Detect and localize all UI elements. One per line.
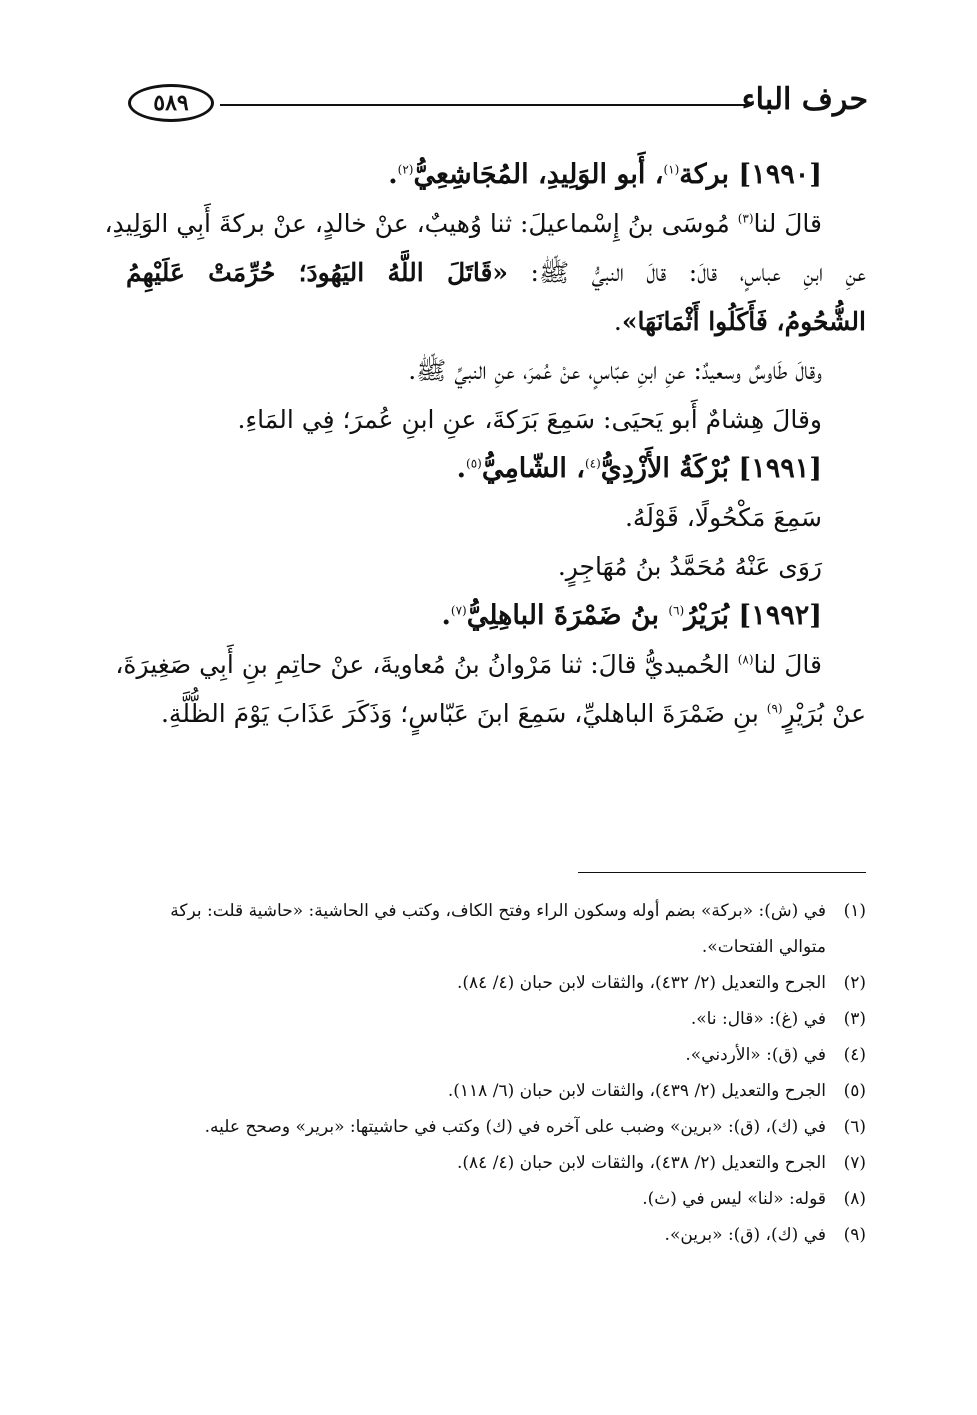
footnote-text: في (ك)، (ق): «برين» وضبب على آخره في (ك) وكتب في حاشيتها: «برير» وصحح عليه. <box>204 1117 826 1137</box>
text-run: وقالَ هِشامٌ أَبو يَحيَى: سَمِعَ بَرَكةَ، عنِ ابنِ عُمرَ؛ فِي المَاءِ. <box>237 405 822 434</box>
chapter-title: حرف الباء <box>741 82 868 117</box>
entry-1992-heading <box>126 591 866 640</box>
header-rule <box>220 104 752 106</box>
footnote-number: (١) <box>843 901 866 921</box>
text-run: [١٩٩١] بُرْكَةُ الأَزْدِيُّ <box>600 453 822 484</box>
text-run: الشُّحُومُ، فَأَكَلُوا أَثْمَانَهَا» <box>621 307 866 336</box>
footnote-text: في (ق): «الأردني». <box>685 1045 826 1065</box>
body-line <box>126 395 866 444</box>
body-line <box>126 689 866 738</box>
footnote-text: قوله: «لنا» ليس في (ث). <box>642 1189 826 1209</box>
footnote <box>126 1145 866 1181</box>
footnote-text: في (ك)، (ق): «برين». <box>664 1225 826 1245</box>
text-run: [١٩٩٢] بُرَيْرُ <box>684 600 822 631</box>
footnote-text: الجرح والتعديل (٢/ ٤٣٩)، والثقات لابن حبان (٦/ ١١٨). <box>447 1081 826 1101</box>
entry-1991-heading <box>126 444 866 493</box>
footnote-number: (٦) <box>843 1117 866 1137</box>
text-run: سَمِعَ مَكْحُولًا، قَوْلَهُ. <box>624 503 822 532</box>
footnotes <box>126 893 866 1253</box>
text-run: ، أَبو الوَلِيدِ، المُجَاشِعِيُّ <box>413 159 664 190</box>
entry-1990-heading <box>126 150 866 199</box>
text-run: ، الشّامِيُّ <box>481 453 585 484</box>
footnote-reference: (٧) <box>450 603 467 618</box>
text-run: . <box>456 453 466 484</box>
footnote-number: (٣) <box>843 1009 866 1029</box>
footnote <box>126 1073 866 1109</box>
footnote <box>126 1109 866 1145</box>
text-run: قالَ لنا <box>753 209 822 238</box>
footnote <box>126 1001 866 1037</box>
footnote-number: (٨) <box>843 1189 866 1209</box>
footnote-reference: (٥) <box>466 456 482 471</box>
text-run: عنْ بُرَيْرٍ <box>782 699 866 728</box>
footnote-reference: (٢) <box>397 162 414 177</box>
text-run: بنِ ضَمْرَةَ الباهليِّ، سَمِعَ ابنَ عَبّاسٍ؛ وَذَكَرَ عَذَابَ يَوْمَ الظُّلَّةِ. <box>160 699 767 728</box>
footnote <box>126 965 866 1001</box>
body-line <box>126 297 866 346</box>
text-run: [١٩٩٠] بركة <box>679 159 822 190</box>
text-run: «قَاتَلَ اللَّهُ اليَهُودَ؛ حُرِّمَتْ عَلَيْهِمُ <box>126 258 509 287</box>
text-run: بنُ ضَمْرَةَ الباهِلِيُّ <box>466 600 669 631</box>
footnote <box>126 1217 866 1253</box>
footnote <box>126 1037 866 1073</box>
footnote-reference: (٦) <box>668 603 685 618</box>
body-line <box>115 640 866 689</box>
footnote-text: في (غ): «قال: نا». <box>690 1009 826 1029</box>
footnote-reference: (٨) <box>737 652 754 667</box>
footnote <box>126 1181 866 1217</box>
text-run: . <box>441 600 451 631</box>
body-line <box>126 248 866 297</box>
body-line <box>126 493 866 542</box>
footnote-number: (٩) <box>843 1225 866 1245</box>
footnote-separator <box>578 872 866 873</box>
footnote-text: الجرح والتعديل (٢/ ٤٣٨)، والثقات لابن حبان (٤/ ٨٤). <box>457 1153 826 1173</box>
footnote-reference: (٩) <box>766 701 783 716</box>
page-header <box>128 82 868 132</box>
body-line <box>126 346 866 395</box>
text-run: الحُميديُّ قالَ: ثنا مَرْوانُ بنُ مُعاويةَ، عنْ حاتِمِ بنِ أَبِي صَغِيرَةَ، <box>115 650 738 679</box>
footnote-reference: (١) <box>663 162 680 177</box>
text-run: عنِ ابنِ عباسٍ، قالَ: قالَ النبيُّ ﷺ: <box>508 258 866 287</box>
text-run: . <box>388 159 398 190</box>
main-text <box>104 150 866 738</box>
body-line <box>126 542 866 591</box>
text-run: قالَ لنا <box>753 650 822 679</box>
footnote-reference: (٤) <box>584 456 601 471</box>
footnote-number: (٥) <box>843 1081 866 1101</box>
page-number: ٥٨٩ <box>128 84 214 122</box>
footnote-number: (٤) <box>843 1045 866 1065</box>
footnote-text: الجرح والتعديل (٢/ ٤٣٢)، والثقات لابن حبان (٤/ ٨٤). <box>457 973 826 993</box>
text-run: وقالَ طَاوسٌ وسعيدٌ: عنِ ابنِ عبّاسٍ، عنْ عُمرَ، عنِ النبيِّ ﷺ. <box>408 356 822 385</box>
footnote-number: (٧) <box>843 1153 866 1173</box>
body-line <box>104 199 866 248</box>
footnote <box>126 893 866 965</box>
footnote-reference: (٣) <box>737 211 754 226</box>
text-run: رَوَى عَنْهُ مُحَمَّدُ بنُ مُهَاجِرٍ. <box>557 552 822 581</box>
text-run: مُوسَى بنُ إِسْماعيلَ: ثنا وُهيبٌ، عنْ خالدٍ، عنْ بركةَ أَبِي الوَلِيدِ، <box>104 209 738 238</box>
footnote-number: (٢) <box>843 973 866 993</box>
footnote-text: في (ش): «بركة» بضم أوله وسكون الراء وفتح الكاف، وكتب في الحاشية: «حاشية قلت: بركة متوالي الفتحات». <box>170 901 826 957</box>
text-run: . <box>613 307 622 336</box>
